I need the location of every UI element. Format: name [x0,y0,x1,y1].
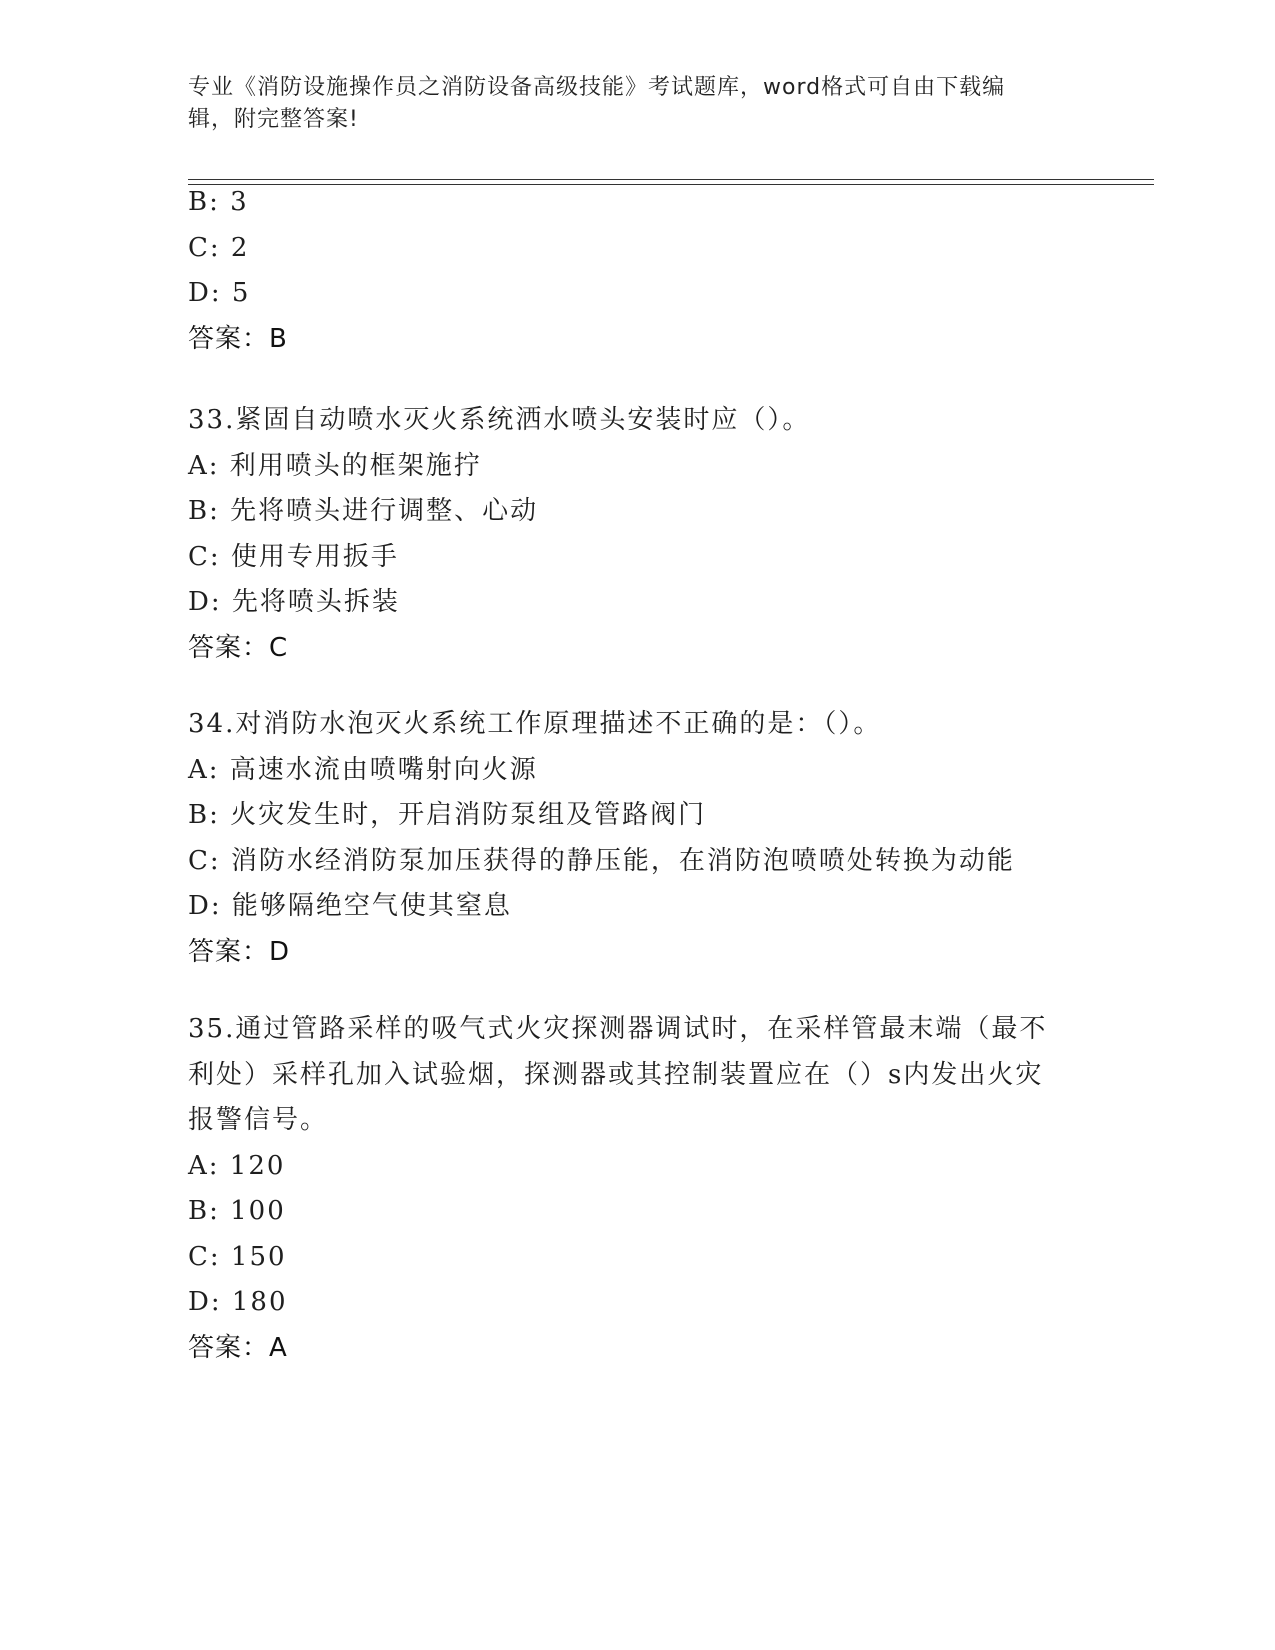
option-c: C: 消防水经消防泵加压获得的静压能，在消防泡喷喷处转换为动能 [188,845,1015,876]
question-stem-line-3: 报警信号。 [188,1105,329,1135]
question-35 [188,1007,1088,1371]
option-c: C: 150 [188,1241,287,1272]
answer-line: 答案：A [188,1332,288,1363]
option-b: B: 先将喷头进行调整、心动 [188,496,539,526]
option-d: D: 先将喷头拆装 [188,587,400,617]
question-stem-line-2: 利处）采样孔加入试验烟，探测器或其控制装置应在（）s内发出火灾 [188,1059,1044,1090]
header-line-2: 辑，附完整答案! [188,107,359,132]
option-d: D: 能够隔绝空气使其窒息 [188,891,512,921]
option-c: C: 使用专用扳手 [188,541,399,572]
question-stem-line-1: 35.通过管路采样的吸气式火灾探测器调试时，在采样管最末端（最不 [188,1014,1048,1044]
option-b: B: 火灾发生时，开启消防泵组及管路阀门 [188,800,707,830]
question-33 [188,398,1088,671]
option-a: A: 高速水流由喷嘴射向火源 [188,754,538,785]
question-stem: 34.对消防水泡灭火系统工作原理描述不正确的是：（）。 [188,709,882,739]
answer-line: 答案：D [188,936,291,967]
option-a: A: 120 [188,1150,286,1181]
document-header [188,72,1068,136]
option-c: C: 2 [188,232,250,263]
option-b: B: 3 [188,187,249,217]
option-d: D: 180 [188,1287,288,1317]
answer-line: 答案：C [188,632,289,663]
option-b: B: 100 [188,1196,286,1226]
header-line-1: 专业《消防设施操作员之消防设备高级技能》考试题库，word格式可自由下载编 [188,75,1006,100]
answer-line: 答案：B [188,323,288,354]
question-32 [188,180,1088,362]
question-stem: 33.紧固自动喷水灭火系统洒水喷头安装时应（）。 [188,405,811,435]
option-a: A: 利用喷头的框架施拧 [188,450,482,481]
option-d: D: 5 [188,278,251,308]
question-34 [188,702,1088,975]
